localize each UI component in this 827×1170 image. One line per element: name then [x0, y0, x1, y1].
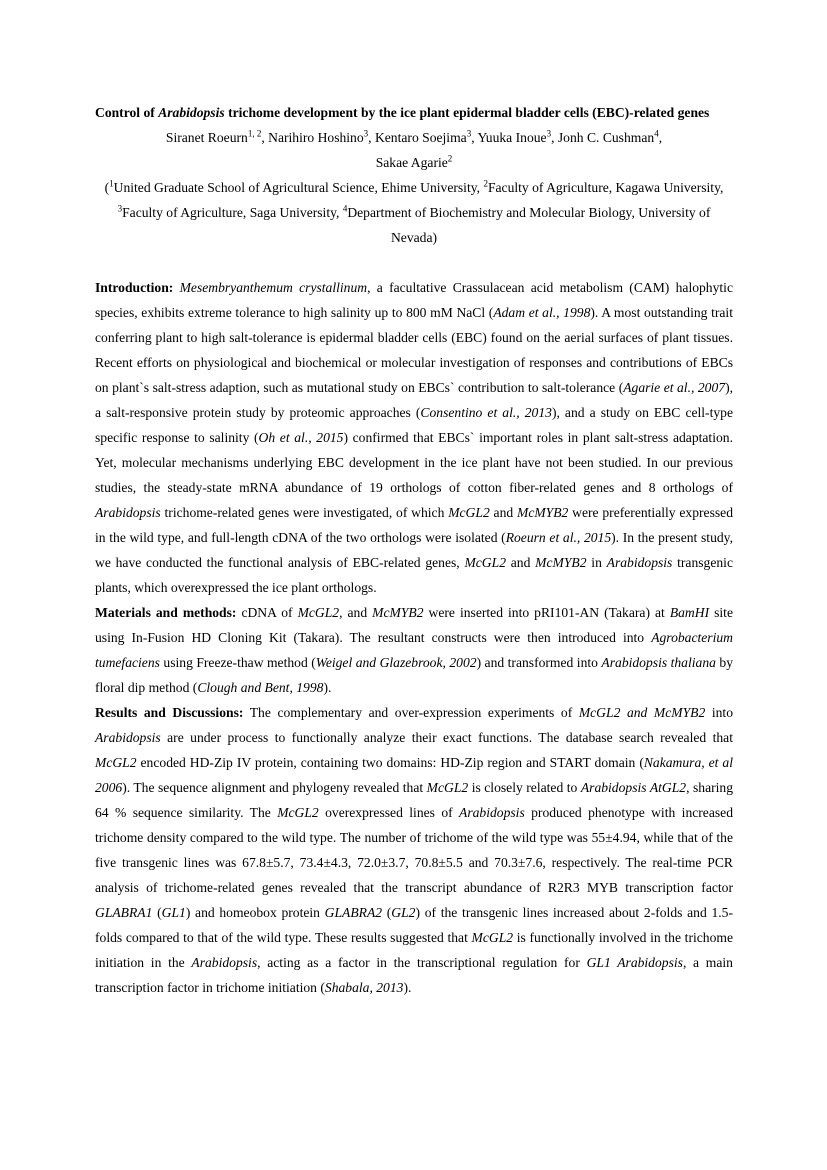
italic-text: Agarie et al., 2007 [623, 380, 726, 395]
author-list [95, 125, 733, 175]
body-text: and [342, 605, 373, 620]
section-body [95, 705, 733, 995]
body-text: site using In-Fusion HD Cloning Kit (Takara). The resultant constructs were then introduced into [95, 605, 733, 645]
italic-text: McGL2 [448, 505, 490, 520]
italic-text: Mesembryanthemum crystallinum [179, 280, 368, 295]
body-text: ( [152, 905, 162, 920]
introduction-section [95, 275, 733, 600]
italic-text: Arabidopsis AtGL2 [580, 780, 687, 795]
italic-text: McGL2 [95, 755, 137, 770]
italic-text: Consentino et al., 2013 [420, 405, 552, 420]
italic-text: McMYB2 [372, 605, 424, 620]
methods-section [95, 600, 733, 700]
italic-text: McGL2 [464, 555, 506, 570]
body-text: overexpressed lines of [318, 805, 460, 820]
italic-text: GL2 [391, 905, 416, 920]
section-heading: Introduction: [95, 280, 174, 295]
italic-text: McGL2 and McMYB2 [578, 705, 706, 720]
italic-text: Nakamura, et al 2006 [95, 755, 734, 795]
affiliation: $^4$Department of Biochemistry and Molecular Biology, University of Nevada [342, 203, 711, 245]
italic-text: Arabidopsis [95, 730, 161, 745]
italic-text: GLABRA1 [95, 905, 153, 920]
italic-text: Arabidopsis thaliana [601, 655, 716, 670]
body-text: using Freeze-thaw method ( [159, 655, 316, 670]
italic-text: McGL2 [471, 930, 514, 945]
italic-text: Arabidopsis [459, 805, 525, 820]
body-text: , a main transcription factor in trichome initiation ( [95, 955, 733, 995]
body-text: ). A most outstanding trait conferring plant to high salt-tolerance is epidermal bladder cells (EBC) found on the aerial surfaces of plant tissues. Recent efforts on physiological and biochemical or molecular investigation of responses and contributions of EBCs on plant`s salt-stress adaption, such as mutational study on EBCs` contribution to salt-tolerance ( [95, 305, 733, 395]
author: Yuuka Inoue$^3$, [477, 128, 558, 145]
italic-text: Weigel and Glazebrook, 2002 [315, 655, 477, 670]
italic-text: Shabala, 2013 [324, 980, 404, 995]
body-text: cDNA of [236, 605, 298, 620]
italic-text: GL1 [161, 905, 186, 920]
author: Sakae Agarie$^2$ [375, 153, 453, 170]
author-affiliation-mark: 3 [363, 128, 369, 139]
body-text: were inserted into pRI101-AN (Takara) at [423, 605, 670, 620]
body-text: ) and homeobox protein [185, 905, 325, 920]
author-affiliation-mark: 4 [654, 128, 659, 139]
italic-text: McMYB2 [517, 505, 569, 520]
italic-text: Arabidopsis [191, 955, 258, 970]
italic-text: Arabidopsis [95, 505, 161, 520]
author: Siranet Roeurn$^{1, 2}$, [165, 128, 269, 145]
body-text: ). [403, 980, 412, 995]
affiliation: $^1$United Graduate School of Agricultural Science, Ehime University, [109, 178, 484, 195]
body-text: ( [382, 905, 392, 920]
body-text: are under process to functionally analyze their exact functions. The database search revealed that [160, 730, 733, 745]
body-text: in [586, 555, 607, 570]
body-text: is functionally involved in the trichome initiation in the [95, 930, 733, 970]
section-heading: Materials and methods: [95, 605, 237, 620]
italic-text: Adam et al., 1998 [493, 305, 591, 320]
results-section [95, 700, 733, 1000]
affiliation: $^3$Faculty of Agriculture, Saga University, [117, 203, 343, 220]
author: Kentaro Soejima$^3$, [374, 128, 478, 145]
body-text: ) confirmed that EBCs` important roles in plant salt-stress adaptation. Yet, molecular mechanisms underlying EBC development in the ice plant have not been studied. In our previous studies, the steady-state mRNA abundance of 19 orthologs of cotton fiber-related genes and 8 orthologs of [95, 430, 733, 495]
affiliation: $^2$Faculty of Agriculture, Kagawa University, [483, 178, 724, 195]
body-text: into [705, 705, 733, 720]
author: Narihiro Hoshino$^3$, [268, 128, 375, 145]
author-affiliation-mark: 2 [447, 153, 453, 164]
paper-page [95, 100, 733, 1000]
body-text: ), a salt-responsive protein study by proteomic approaches ( [95, 380, 733, 420]
body-text: ), and a study on EBC cell-type specific response to salinity ( [95, 405, 733, 445]
author-affiliation-mark: 3 [546, 128, 552, 139]
body-text: by floral dip method ( [95, 655, 733, 695]
body-text: were preferentially expressed in the wild type, and full-length cDNA of the two orthologs were isolated ( [95, 505, 733, 545]
body-text: ). In the present study, we have conducted the functional analysis of EBC-related genes, [95, 530, 733, 570]
body-text: and [506, 555, 536, 570]
italic-text: Arabidopsis [606, 555, 673, 570]
body-text: ). [323, 680, 332, 695]
italic-text: McMYB2 [535, 555, 587, 570]
paper-title [95, 100, 733, 125]
italic-text: McGL2, [297, 605, 343, 620]
body-text: The complementary and over-expression experiments of [243, 705, 579, 720]
affiliation-list: ($^1$United Graduate School of Agricultural Science, Ehime University, $^2$Faculty of Agriculture, Kagawa University, $^3$Faculty of Agriculture, Saga University, $^4$Department of Biochemistry and Molecular Biology, University of Nevada) [104, 178, 724, 245]
section-heading: Results and Discussions: [95, 705, 244, 720]
italic-text: McGL2 [277, 805, 319, 820]
title-prefix: Control of [95, 105, 159, 120]
title-italic-genus: Arabidopsis [158, 105, 225, 120]
body-text: ). The sequence alignment and phylogeny revealed that [122, 780, 427, 795]
italic-text: Clough and Bent, 1998 [197, 680, 324, 695]
body-text: , acting as a factor in the transcriptional regulation for [257, 955, 587, 970]
body-text: , sharing 64 % sequence similarity. The [95, 780, 733, 820]
body-text: is closely related to [468, 780, 581, 795]
body-text: ) and transformed into [476, 655, 602, 670]
italic-text: Agrobacterium tumefaciens [95, 630, 733, 670]
italic-text: Roeurn et al., 2015 [505, 530, 612, 545]
section-body [95, 280, 733, 595]
italic-text: McGL2 [426, 780, 469, 795]
body-text: and [489, 505, 517, 520]
body-text: encoded HD-Zip IV protein, containing two domains: HD-Zip region and START domain ( [136, 755, 644, 770]
author: Jonh C. Cushman$^4$, [557, 128, 663, 145]
title-suffix: trichome development by the ice plant epidermal bladder cells (EBC)-related genes [224, 105, 710, 120]
author-affiliation-mark: 1, 2 [247, 128, 262, 139]
author-affiliation-mark: 3 [466, 128, 472, 139]
italic-text: BamHI [669, 605, 710, 620]
italic-text: Oh et al., 2015 [258, 430, 344, 445]
italic-text: GLABRA2 [324, 905, 383, 920]
body-text: produced phenotype with increased trichome density compared to the wild type. The number of trichome of the wild type was 55±4.94, while that of the five transgenic lines was 67.8±5.7, 73.4±4.3, 72.0±3.7, 70.8±5.5 and 70.3±7.6, respectively. The real-time PCR analysis of trichome-related genes revealed that the transcript abundance of R2R3 MYB transcription factor [95, 805, 733, 895]
body-text: trichome-related genes were investigated, of which [160, 505, 449, 520]
body-text: , a facultative Crassulacean acid metabolism (CAM) halophytic species, exhibits extreme tolerance to high salinity up to 800 mM NaCl ( [95, 280, 733, 320]
italic-text: GL1 Arabidopsis [586, 955, 683, 970]
body-text: ) of the transgenic lines increased about 2-folds and 1.5-folds compared to that of the wild type. These results suggested that [95, 905, 733, 945]
body-text: transgenic plants, which overexpressed the ice plant orthologs. [95, 555, 733, 595]
